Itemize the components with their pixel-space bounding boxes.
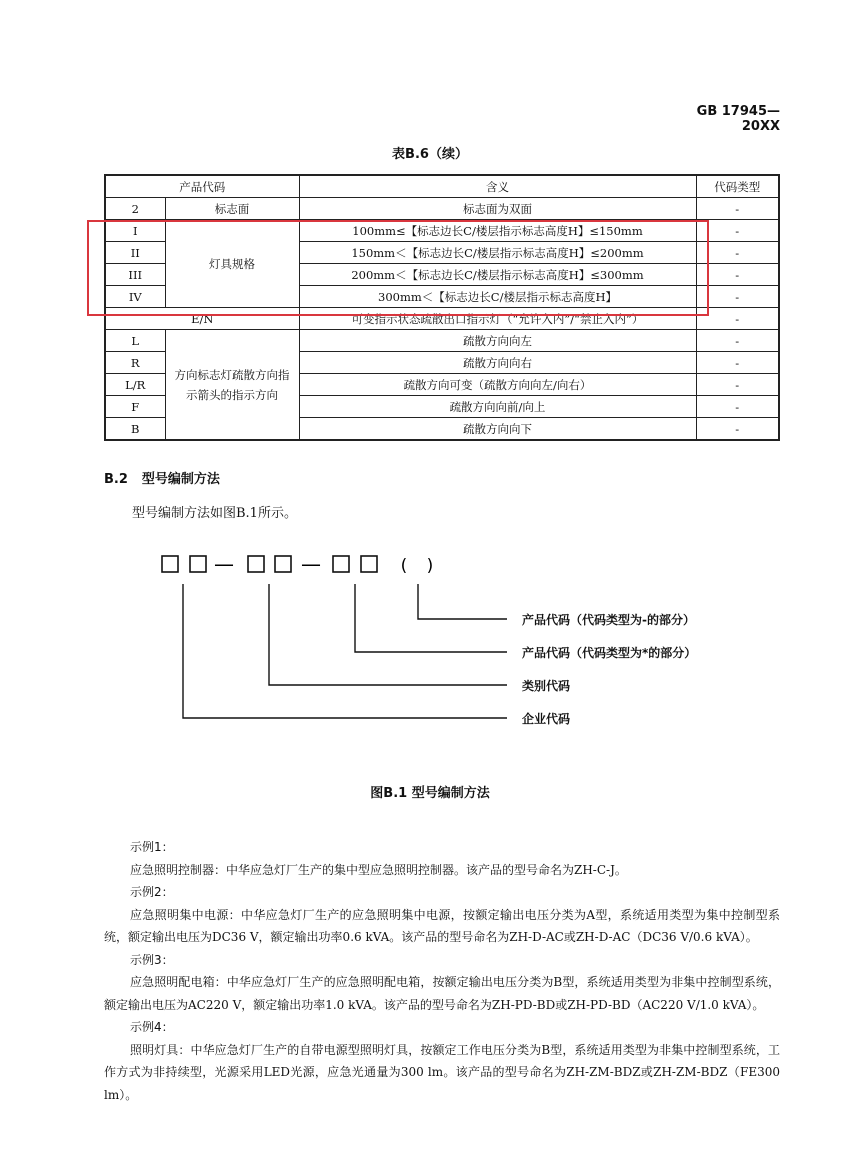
model-code-diagram — [0, 540, 860, 740]
cell-type: - — [696, 308, 779, 330]
example-title: 示例1： — [130, 840, 174, 854]
table-row — [105, 198, 779, 220]
cell-meaning: 300mm＜【标志边长C/楼层指示标志高度H】 — [299, 286, 696, 308]
cell-meaning: 100mm≤【标志边长C/楼层指示标志高度H】≤150mm — [299, 220, 696, 242]
cell-type: - — [696, 352, 779, 374]
example-body: 应急照明集中电源：中华应急灯厂生产的应急照明集中电源，按额定输出电压分类为A型，系统适用类型为集中控制型系统，额定输出电压为DC36 V，额定输出功率0.6 kVA。该产品的型号命名为ZH-D-AC或ZH-D-AC（DC36 V/0.6 kVA）。 — [104, 907, 780, 944]
cell-code: F — [105, 396, 165, 418]
cell-code: 2 — [105, 198, 165, 220]
leader-line-4 — [183, 584, 507, 718]
cell-name: 标志面 — [165, 198, 299, 220]
dash-1: — — [214, 552, 234, 576]
cell-meaning: 疏散方向向前/向上 — [299, 396, 696, 418]
cell-code: II — [105, 242, 165, 264]
leader-line-2 — [355, 584, 507, 652]
example-body: 应急照明控制器：中华应急灯厂生产的集中型应急照明控制器。该产品的型号命名为ZH-C-J。 — [130, 862, 627, 877]
label-product-code-dash: 产品代码（代码类型为-的部分） — [522, 613, 695, 627]
dash-2: — — [301, 552, 321, 576]
table-row — [105, 330, 779, 352]
standard-number: GB 17945—20XX — [696, 104, 780, 134]
header-code: 产品代码 — [105, 175, 299, 198]
cell-type: - — [696, 220, 779, 242]
section-number: B.2 — [104, 472, 128, 487]
leader-line-3 — [269, 584, 507, 685]
cell-type: - — [696, 418, 779, 441]
code-box — [333, 556, 349, 572]
cell-type: - — [696, 198, 779, 220]
example-title: 示例2： — [130, 885, 174, 899]
paren-open: ( — [400, 556, 408, 576]
group-name-direction: 方向标志灯疏散方向指示箭头的指示方向 — [165, 330, 299, 441]
code-box — [248, 556, 264, 572]
label-category-code: 类别代码 — [522, 679, 571, 693]
section-heading — [104, 468, 220, 487]
code-box — [162, 556, 178, 572]
code-box — [275, 556, 291, 572]
cell-type: - — [696, 396, 779, 418]
example-body: 照明灯具：中华应急灯厂生产的自带电源型照明灯具，按额定工作电压分类为B型，系统适用类型为非集中控制型系统，工作方式为非持续型，光源采用LED光源，应急光通量为300 lm。该产品的型号命名为ZH-ZM-BDZ或ZH-ZM-BDZ（FE300 lm）。 — [104, 1042, 780, 1102]
code-box — [361, 556, 377, 572]
header-type: 代码类型 — [696, 175, 779, 198]
highlight-box — [87, 220, 709, 316]
cell-code: B — [105, 418, 165, 441]
cell-meaning: 可变指示状态疏散出口指示灯（“允许入内”/“禁止入内”） — [299, 308, 696, 330]
figure-caption: 图B.1 型号编制方法 — [370, 786, 490, 801]
cell-code: IV — [105, 286, 165, 308]
cell-type: - — [696, 264, 779, 286]
label-product-code-star: 产品代码（代码类型为*的部分） — [522, 646, 697, 660]
section-intro: 型号编制方法如图B.1所示。 — [132, 506, 297, 521]
example-title: 示例4： — [130, 1020, 174, 1034]
table-caption: 表B.6（续） — [392, 147, 468, 162]
cell-type: - — [696, 242, 779, 264]
cell-type: - — [696, 374, 779, 396]
cell-code: III — [105, 264, 165, 286]
cell-code: L — [105, 330, 165, 352]
code-box — [190, 556, 206, 572]
cell-meaning: 疏散方向向右 — [299, 352, 696, 374]
table-header-row — [105, 175, 779, 198]
cell-meaning: 200mm＜【标志边长C/楼层指示标志高度H】≤300mm — [299, 264, 696, 286]
section-title: 型号编制方法 — [141, 472, 220, 487]
leader-line-1 — [418, 584, 507, 619]
cell-meaning: 150mm＜【标志边长C/楼层指示标志高度H】≤200mm — [299, 242, 696, 264]
cell-type: - — [696, 330, 779, 352]
cell-meaning: 标志面为双面 — [299, 198, 696, 220]
cell-code: I — [105, 220, 165, 242]
cell-code: L/R — [105, 374, 165, 396]
group-name-lamp-spec: 灯具规格 — [165, 220, 299, 308]
example-body: 应急照明配电箱：中华应急灯厂生产的应急照明配电箱，按额定输出电压分类为B型，系统适用类型为非集中控制型系统，额定输出电压为AC220 V，额定输出功率1.0 kVA。该产品的型号命名为ZH-PD-BD或ZH-PD-BD（AC220 V/1.0 kVA）。 — [104, 975, 780, 1012]
cell-code: R — [105, 352, 165, 374]
cell-meaning: 疏散方向向左 — [299, 330, 696, 352]
examples-block — [104, 836, 780, 1106]
paren-close: ) — [426, 556, 434, 576]
cell-meaning: 疏散方向可变（疏散方向向左/向右） — [299, 374, 696, 396]
cell-type: - — [696, 286, 779, 308]
example-title: 示例3： — [130, 952, 174, 967]
header-meaning: 含义 — [299, 175, 696, 198]
cell-meaning: 疏散方向向下 — [299, 418, 696, 441]
cell-code: E/N — [105, 308, 299, 330]
label-enterprise-code: 企业代码 — [522, 712, 571, 726]
